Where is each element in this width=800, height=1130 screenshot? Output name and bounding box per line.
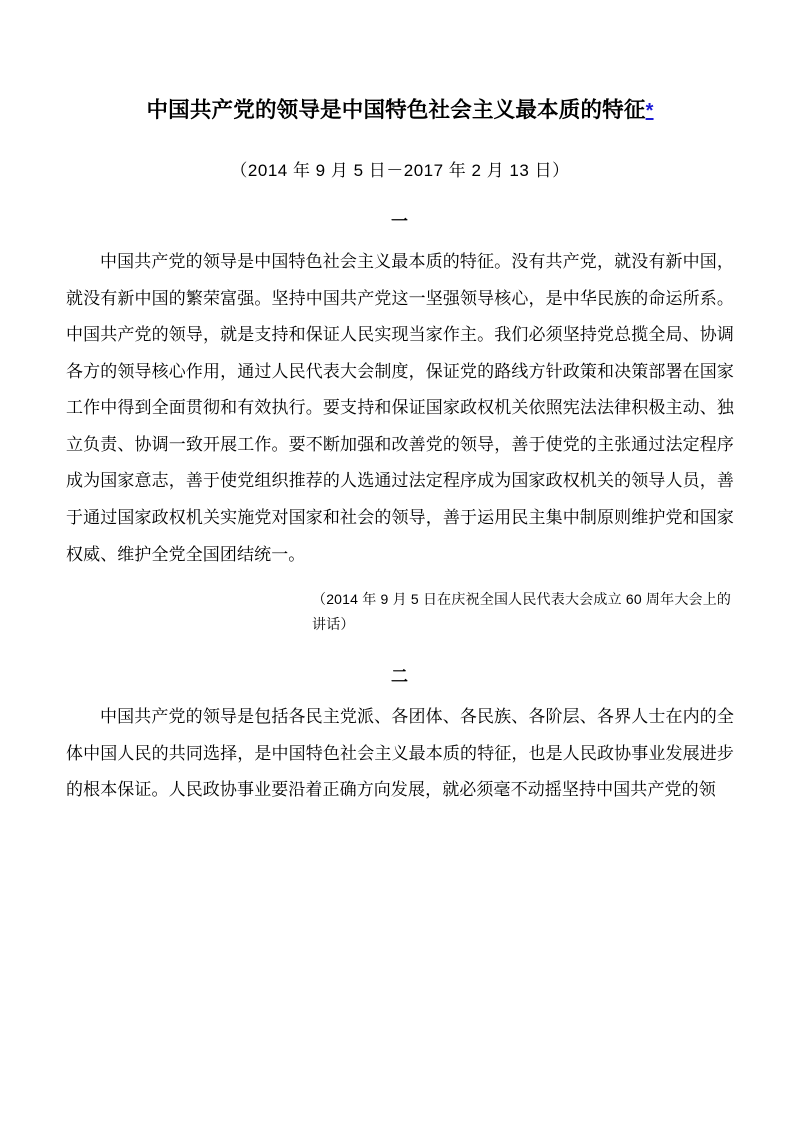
section-one-source: （2014 年 9 月 5 日在庆祝全国人民代表大会成立 60 周年大会上的讲话） (312, 591, 732, 632)
section-one (66, 207, 734, 636)
document-date-range: （2014 年 9 月 5 日－2017 年 2 月 13 日） (230, 161, 570, 181)
page-title (66, 95, 734, 126)
page-title-text: 中国共产党的领导是中国特色社会主义最本质的特征 (146, 98, 646, 122)
section-one-paragraph: 中国共产党的领导是中国特色社会主义最本质的特征。没有共产党，就没有新中国，就没有新中国的繁荣富强。坚持中国共产党这一坚强领导核心，是中华民族的命运所系。中国共产党的领导，就是支持和保证人民实现当家作主。我们必须坚持党总揽全局、协调各方的领导核心作用，通过人民代表大会制度，保证党的路线方针政策和决策部署在国家工作中得到全面贯彻和有效执行。要支持和保证国家政权机关依照宪法法律积极主动、独立负责、协调一致开展工作。要不断加强和改善党的领导，善于使党的主张通过法定程序成为国家意志，善于使党组织推荐的人选通过法定程序成为国家政权机关的领导人员，善于通过国家政权机关实施党对国家和社会的领导，善于运用民主集中制原则维护党和国家权威、维护全党全国团结统一。 (66, 252, 734, 564)
section-two-paragraph: 中国共产党的领导是包括各民主党派、各团体、各民族、各阶层、各界人士在内的全体中国人民的共同选择，是中国特色社会主义最本质的特征，也是人民政协事业发展进步的根本保证。人民政协事业要沿着正确方向发展，就必须毫不动摇坚持中国共产党的领 (66, 707, 734, 800)
footnote-marker: * (645, 100, 654, 122)
section-number-two: 二 (391, 667, 409, 687)
section-number-one: 一 (391, 212, 409, 232)
section-two (66, 662, 734, 809)
